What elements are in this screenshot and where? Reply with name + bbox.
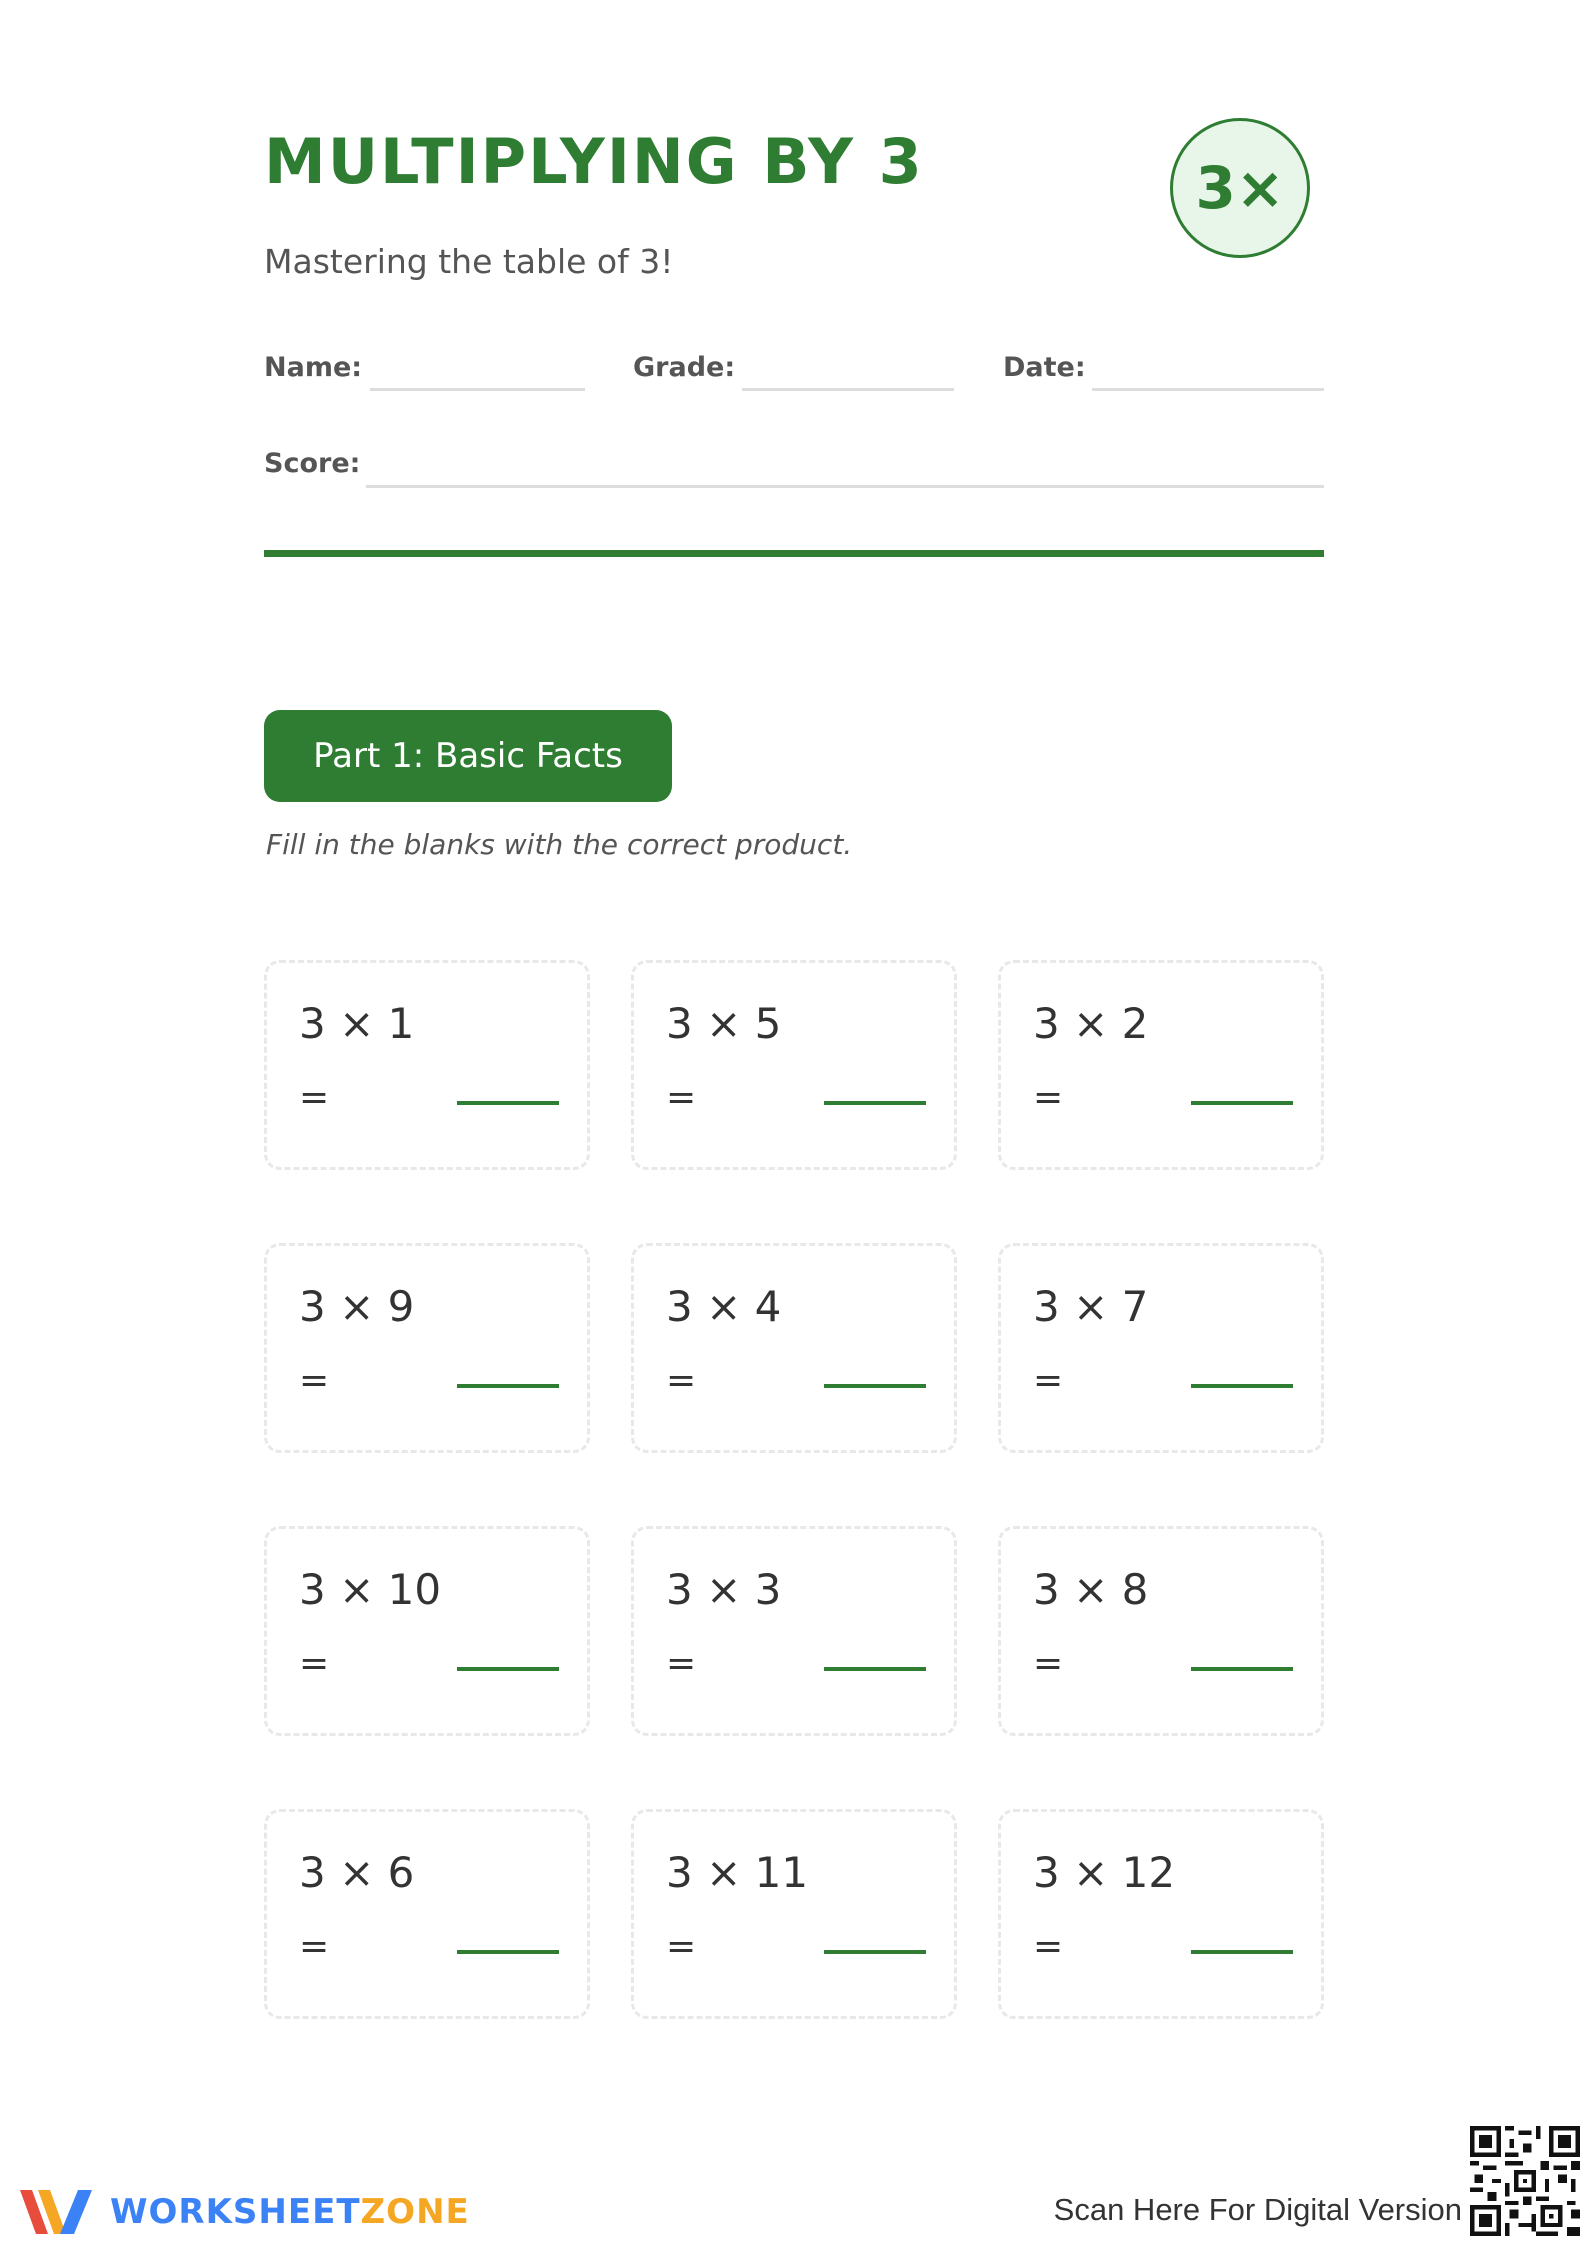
equals-sign: = (666, 1643, 697, 1684)
problem-card (998, 1243, 1324, 1453)
answer-blank[interactable] (457, 1101, 559, 1105)
header-divider (264, 550, 1324, 557)
worksheet-subtitle: Mastering the table of 3! (264, 242, 674, 281)
score-field[interactable] (366, 485, 1324, 488)
equals-sign: = (666, 1926, 697, 1967)
brand-name (110, 2192, 470, 2232)
answer-blank[interactable] (824, 1667, 926, 1671)
equals-sign: = (1033, 1926, 1064, 1967)
answer-blank[interactable] (1191, 1384, 1293, 1388)
problem-expression: 3 × 7 (1033, 1282, 1149, 1331)
answer-blank[interactable] (457, 1950, 559, 1954)
problem-card (264, 1526, 590, 1736)
problem-card (631, 960, 957, 1170)
problem-expression: 3 × 4 (666, 1282, 782, 1331)
date-label: Date: (1003, 352, 1086, 383)
worksheetzone-logo (16, 2182, 470, 2242)
problem-card (631, 1526, 957, 1736)
answer-blank[interactable] (457, 1384, 559, 1388)
brand-name-part2: ZONE (360, 2192, 470, 2232)
answer-blank[interactable] (1191, 1101, 1293, 1105)
problem-card (998, 1526, 1324, 1736)
answer-blank[interactable] (1191, 1950, 1293, 1954)
part-1-heading: Part 1: Basic Facts (264, 710, 672, 802)
answer-blank[interactable] (457, 1667, 559, 1671)
times-three-badge: 3× (1170, 118, 1310, 258)
problem-grid (264, 960, 1324, 2019)
problem-card (631, 1809, 957, 2019)
equals-sign: = (1033, 1643, 1064, 1684)
problem-card (998, 1809, 1324, 2019)
part-1-instructions: Fill in the blanks with the correct product. (266, 828, 853, 861)
equals-sign: = (1033, 1360, 1064, 1401)
problem-expression: 3 × 3 (666, 1565, 782, 1614)
name-label: Name: (264, 352, 363, 383)
problem-expression: 3 × 6 (299, 1848, 415, 1897)
problem-card (264, 960, 590, 1170)
answer-blank[interactable] (824, 1950, 926, 1954)
scan-instructions: Scan Here For Digital Version (1053, 2192, 1462, 2227)
problem-expression: 3 × 5 (666, 999, 782, 1048)
equals-sign: = (299, 1926, 330, 1967)
worksheetzone-logo-icon (16, 2182, 96, 2242)
qr-code-icon[interactable] (1470, 2126, 1580, 2236)
problem-expression: 3 × 9 (299, 1282, 415, 1331)
date-field[interactable] (1092, 388, 1324, 391)
equals-sign: = (299, 1643, 330, 1684)
grade-label: Grade: (633, 352, 736, 383)
problem-expression: 3 × 2 (1033, 999, 1149, 1048)
worksheet-title: MULTIPLYING BY 3 (264, 125, 924, 198)
answer-blank[interactable] (824, 1101, 926, 1105)
answer-blank[interactable] (1191, 1667, 1293, 1671)
problem-card (998, 960, 1324, 1170)
equals-sign: = (1033, 1077, 1064, 1118)
score-label: Score: (264, 448, 361, 479)
answer-blank[interactable] (824, 1384, 926, 1388)
problem-expression: 3 × 11 (666, 1848, 809, 1897)
equals-sign: = (666, 1360, 697, 1401)
equals-sign: = (666, 1077, 697, 1118)
grade-field[interactable] (742, 388, 954, 391)
brand-name-part1: WORKSHEET (110, 2192, 361, 2232)
problem-expression: 3 × 10 (299, 1565, 442, 1614)
problem-expression: 3 × 8 (1033, 1565, 1149, 1614)
problem-expression: 3 × 12 (1033, 1848, 1176, 1897)
problem-card (264, 1809, 590, 2019)
problem-card (631, 1243, 957, 1453)
equals-sign: = (299, 1077, 330, 1118)
equals-sign: = (299, 1360, 330, 1401)
problem-card (264, 1243, 590, 1453)
problem-expression: 3 × 1 (299, 999, 415, 1048)
name-field[interactable] (370, 388, 585, 391)
